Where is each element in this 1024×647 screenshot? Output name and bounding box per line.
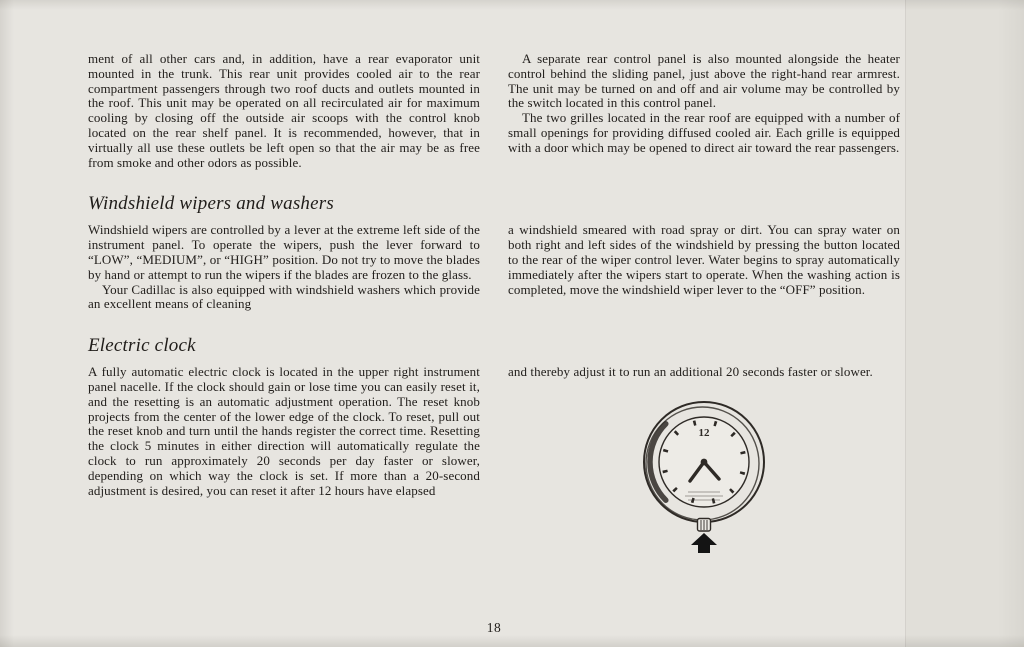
paragraph: Windshield wipers are controlled by a lever at the extreme left side of the instrument panel. To operate the wipers, push the lever forward to “LOW”, “MEDIUM”, or “HIGH” position. Do not try to move the blades by hand or attempt to run the wipers if the blades are frozen to the glass. xyxy=(88,222,480,282)
section-heading-electric-clock: Electric clock xyxy=(88,335,196,357)
page-edge-shading xyxy=(905,0,1024,647)
reset-knob xyxy=(698,518,711,531)
right-column xyxy=(508,365,900,559)
paragraph: A separate rear control panel is also mounted alongside the heater control behind the sliding panel, just above the right-hand rear armrest. The unit may be turned on and off and air volume may be controlled by the switch located in this control panel. xyxy=(508,51,900,111)
clock-numeral-12: 12 xyxy=(698,426,710,439)
left-column xyxy=(88,52,480,170)
left-column xyxy=(88,365,480,559)
paragraph: a windshield smeared with road spray or dirt. You can spray water on both right and left sides of the windshield by pressing the button located to the rear of the wiper control lever. Water begins to spray automatically immediately after the wipers start to operate. When the washing action is completed, move the windshield wiper lever to the “OFF” position. xyxy=(508,222,900,297)
section-heading-wipers: Windshield wipers and washers xyxy=(88,193,334,215)
section-wipers xyxy=(88,223,900,312)
paragraph: and thereby adjust it to run an additional 20 seconds faster or slower. xyxy=(508,364,873,380)
paragraph: Your Cadillac is also equipped with windshield washers which provide an excellent means of cleaning xyxy=(88,281,480,312)
right-column xyxy=(508,223,900,312)
page-number: 18 xyxy=(486,620,502,635)
clock-illustration xyxy=(508,396,900,559)
clock-drawing xyxy=(640,396,768,554)
section-electric-clock xyxy=(88,365,900,559)
clock-center-pin xyxy=(701,459,708,466)
section-rear-air xyxy=(88,52,900,170)
paragraph: The two grilles located in the rear roof are equipped with a number of small openings for providing diffused cooled air. Each grille is equipped with a door which may be opened to direct air toward the rear passengers. xyxy=(508,110,900,155)
page-content xyxy=(88,52,900,559)
paragraph: ment of all other cars and, in addition, have a rear evaporator unit mounted in the trunk. This rear unit provides cooled air to the rear compartment passengers through two roof ducts and outlets mounted in the roof. This unit may be operated on all recirculated air for maximum cooling by closing off the outside air scoops with the control knob located on the rear shelf panel. It is recommended, however, that in virtually all use these outlets be left open so that the air may be as free from smoke and other odors as possible. xyxy=(88,51,480,170)
left-column xyxy=(88,223,480,312)
paragraph: A fully automatic electric clock is located in the upper right instrument panel nacelle. If the clock should gain or lose time you can easily reset it, and the resetting is an automatic adjustment operation. The reset knob projects from the center of the lower edge of the clock. To reset, pull out the reset knob and turn until the hands register the correct time. Resetting the clock 5 minutes in either direction will automatically regulate the clock to run approximately 20 seconds per day faster or slower, depending on which way the clock is set. If more than a 20-second adjustment is desired, you can reset it after 12 hours have elapsed xyxy=(88,364,480,498)
up-arrow-icon xyxy=(691,533,717,553)
right-column xyxy=(508,52,900,170)
